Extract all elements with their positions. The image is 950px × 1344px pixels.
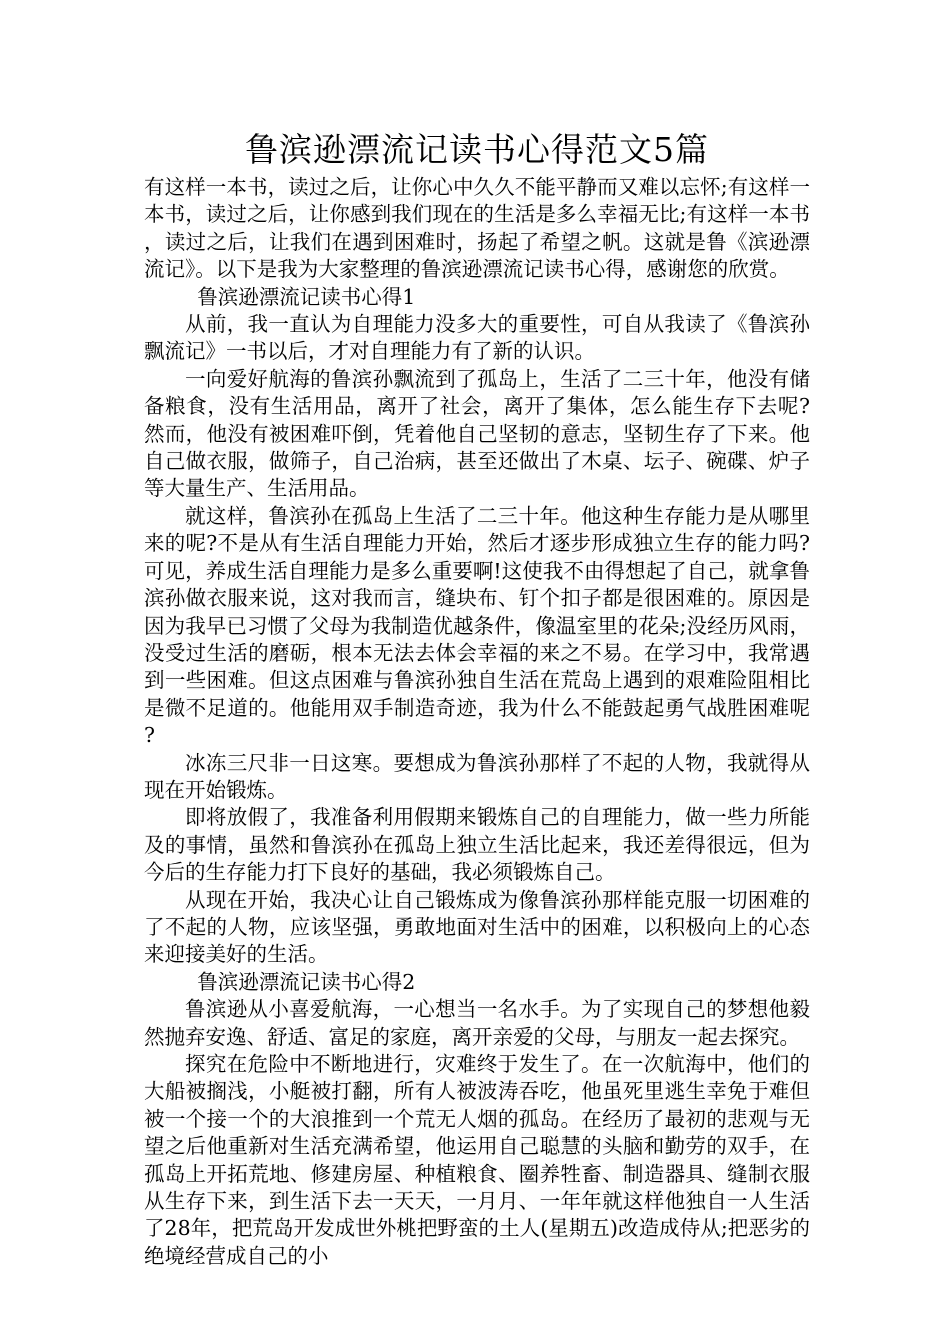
section-heading-2: 鲁滨逊漂流记读书心得2 xyxy=(197,969,416,994)
intro-paragraph: 有这样一本书，读过之后，让你心中久久不能平静而又难以忘怀;有这样一本书，读过之后，让你感到我们现在的生活是多么幸福无比;有这样一本书，读过之后，让我们在遇到困难时，扬起了希望之帆。这就是鲁《滨逊漂流记》。以下是我为大家整理的鲁滨逊漂流记读书心得，感谢您的欣赏。 xyxy=(144,175,810,282)
document-page xyxy=(144,128,810,1270)
section1-paragraph-1: 从前，我一直认为自理能力没多大的重要性，可自从我读了《鲁滨孙飘流记》一书以后，才对自理能力有了新的认识。 xyxy=(144,312,810,364)
section1-paragraph-3: 就这样，鲁滨孙在孤岛上生活了二三十年。他这种生存能力是从哪里来的呢?不是从有生活自理能力开始，然后才逐步形成独立生存的能力吗?可见，养成生活自理能力是多么重要啊!这使我不由得想起了自己，就拿鲁滨孙做衣服来说，这对我而言，缝块布、钉个扣子都是很困难的。原因是因为我早已习惯了父母为我制造优越条件，像温室里的花朵;没经历风雨，没受过生活的磨砺，根本无法去体会幸福的来之不易。在学习中，我常遇到一些困难。但这点困难与鲁滨孙独自生活在荒岛上遇到的艰难险阻相比是微不足道的。他能用双手制造奇迹，我为什么不能鼓起勇气战胜困难呢? xyxy=(144,503,810,748)
section1-paragraph-6: 从现在开始，我决心让自己锻炼成为像鲁滨孙那样能克服一切困难的了不起的人物，应该坚强，勇敢地面对生活中的困难，以积极向上的心态来迎接美好的生活。 xyxy=(144,887,810,967)
section1-paragraph-5: 即将放假了，我准备利用假期来锻炼自己的自理能力，做一些力所能及的事情，虽然和鲁滨孙在孤岛上独立生活比起来，我还差得很远，但为今后的生存能力打下良好的基础，我必须锻炼自己。 xyxy=(144,805,810,885)
section1-paragraph-2: 一向爱好航海的鲁滨孙飘流到了孤岛上，生活了二三十年，他没有储备粮食，没有生活用品，离开了社会，离开了集体，怎么能生存下去呢?然而，他没有被困难吓倒，凭着他自己坚韧的意志，坚韧生存了下来。他自己做衣服，做筛子，自己治病，甚至还做出了木桌、坛子、碗碟、炉子等大量生产、生活用品。 xyxy=(144,366,810,501)
section1-paragraph-4: 冰冻三尺非一日这寒。要想成为鲁滨孙那样了不起的人物，我就得从现在开始锻炼。 xyxy=(144,750,810,802)
document-title: 鲁滨逊漂流记读书心得范文5篇 xyxy=(245,130,709,169)
section2-paragraph-2: 探究在危险中不断地进行，灾难终于发生了。在一次航海中，他们的大船被搁浅，小艇被打翻，所有人被波涛吞吃，他虽死里逃生幸免于难但被一个接一个的大浪推到一个荒无人烟的孤岛。在经历了最初的悲观与无望之后他重新对生活充满希望，他运用自己聪慧的头脑和勤劳的双手，在孤岛上开拓荒地、修建房屋、种植粮食、圈养牲畜、制造器具、缝制衣服从生存下来，到生活下去一天天，一月月、一年年就这样他独自一人生活了28年，把荒岛开发成世外桃把野蛮的土人(星期五)改造成侍从;把恶劣的绝境经营成自己的小 xyxy=(144,1052,810,1268)
section-heading-1: 鲁滨逊漂流记读书心得1 xyxy=(197,284,416,309)
section2-paragraph-1: 鲁滨逊从小喜爱航海，一心想当一名水手。为了实现自己的梦想他毅然抛弃安逸、舒适、富足的家庭，离开亲爱的父母，与朋友一起去探究。 xyxy=(144,997,810,1049)
